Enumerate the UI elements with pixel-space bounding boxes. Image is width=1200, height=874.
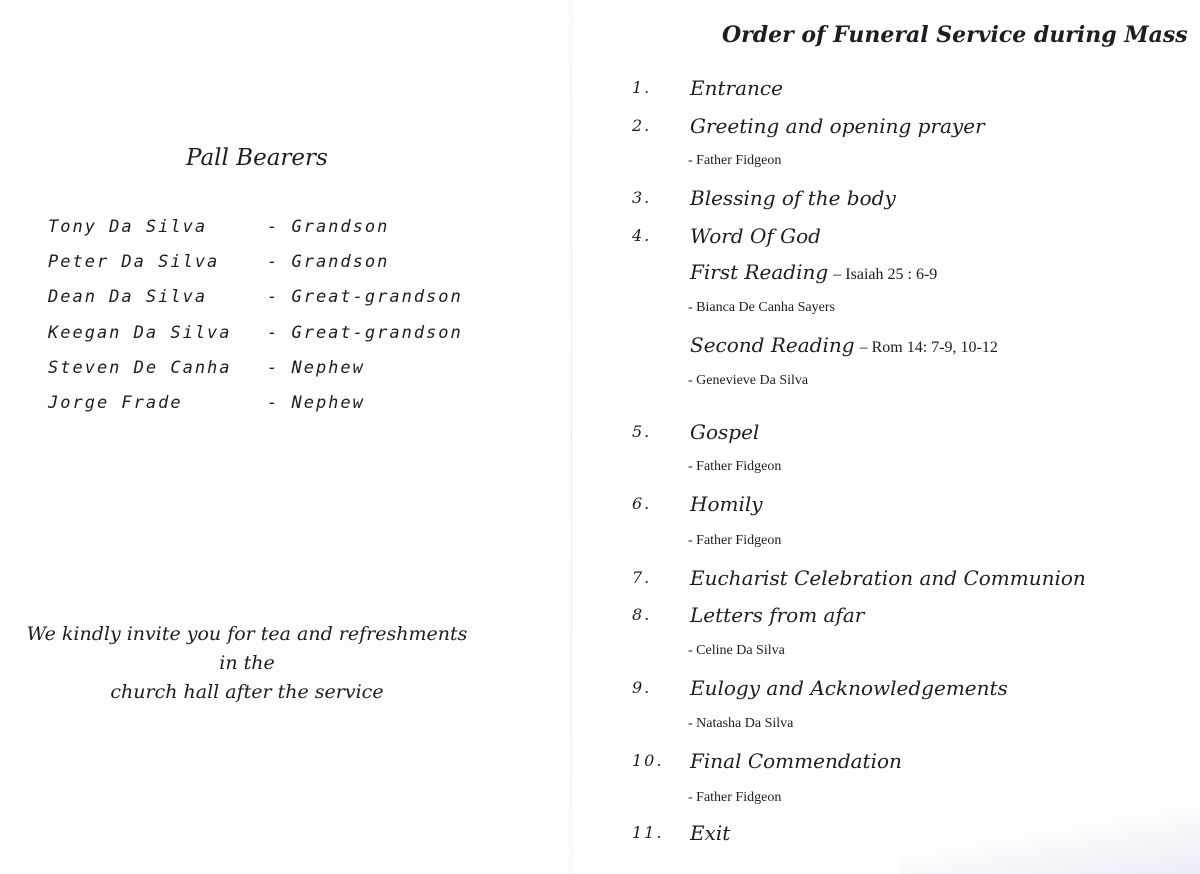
bearer-relation: - Great-grandson (267, 322, 463, 343)
list-item (48, 280, 498, 315)
list-item (48, 385, 498, 420)
item-number: 3. (632, 188, 652, 207)
item-number: 2. (632, 116, 652, 135)
item-number: 4. (632, 226, 652, 245)
reading-label: Second Reading (690, 333, 855, 357)
right-page (572, 0, 1200, 874)
reading-label: First Reading (690, 260, 829, 284)
item-officiant: - Father Fidgeon (688, 153, 782, 168)
item-number: 9. (632, 678, 652, 697)
scan-edge-shadow (900, 804, 1200, 874)
bearer-relation: - Nephew (267, 393, 365, 414)
item-title: Final Commendation (690, 749, 902, 773)
item-officiant: - Natasha Da Silva (688, 716, 794, 731)
bearer-name: Keegan Da Silva (48, 322, 232, 343)
refreshments-invitation (22, 620, 472, 707)
item-number: 6. (632, 494, 652, 513)
pall-bearers-heading: Pall Bearers (186, 145, 328, 171)
list-item (48, 350, 498, 385)
item-title: Homily (690, 492, 763, 516)
item-title: Eucharist Celebration and Communion (690, 566, 1086, 590)
item-officiant: - Father Fidgeon (688, 533, 782, 548)
item-number: 8. (632, 605, 652, 624)
second-reading (690, 333, 998, 357)
item-title: Exit (690, 821, 731, 845)
item-title: Entrance (690, 76, 783, 100)
bearer-relation: - Great-grandson (267, 287, 463, 308)
reading-reference: – Isaiah 25 : 6-9 (833, 266, 938, 283)
invitation-line-1: We kindly invite you for tea and refreshments in the (26, 623, 468, 674)
left-page (0, 0, 572, 874)
item-officiant: - Father Fidgeon (688, 790, 782, 805)
bearer-name: Peter Da Silva (48, 251, 220, 272)
list-item (48, 209, 498, 244)
invitation-line-2: church hall after the service (110, 681, 384, 703)
item-officiant: - Celine Da Silva (688, 643, 785, 658)
reading-reader: - Genevieve Da Silva (688, 373, 809, 388)
item-number: 1. (632, 78, 652, 97)
bearer-name: Steven De Canha (48, 357, 232, 378)
item-number: 7. (632, 568, 652, 587)
item-number: 10. (632, 751, 664, 770)
item-number: 5. (632, 422, 652, 441)
item-number: 11. (632, 823, 664, 842)
item-title: Word Of God (690, 224, 821, 248)
first-reading (690, 260, 937, 284)
bearer-relation: - Grandson (267, 216, 390, 237)
list-item (48, 315, 498, 350)
bearer-name: Dean Da Silva (48, 287, 208, 308)
item-title: Letters from afar (690, 603, 865, 627)
item-title: Greeting and opening prayer (690, 114, 985, 138)
item-title: Blessing of the body (690, 186, 896, 210)
reading-reader: - Bianca De Canha Sayers (688, 300, 835, 315)
bearer-name: Jorge Frade (48, 393, 183, 414)
bearer-relation: - Grandson (267, 251, 390, 272)
bearer-relation: - Nephew (267, 357, 365, 378)
list-item (48, 244, 498, 279)
item-title: Gospel (690, 420, 760, 444)
pall-bearers-list (48, 209, 498, 421)
item-title: Eulogy and Acknowledgements (690, 676, 1008, 700)
reading-reference: – Rom 14: 7-9, 10-12 (859, 339, 998, 356)
order-of-service-title: Order of Funeral Service during Mass (722, 22, 1188, 48)
bearer-name: Tony Da Silva (48, 216, 208, 237)
item-officiant: - Father Fidgeon (688, 459, 782, 474)
